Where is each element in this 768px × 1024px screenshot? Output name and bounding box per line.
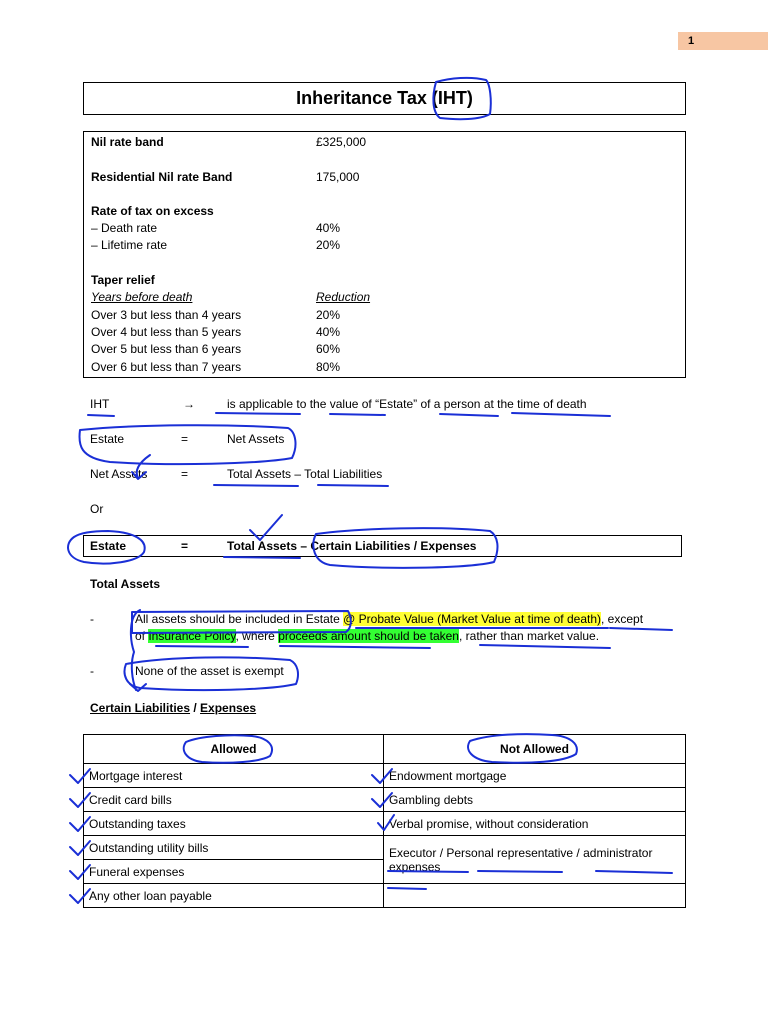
iht-definition: is applicable to the value of “Estate” of a person at the time of death: [227, 397, 587, 411]
liabilities-heading-sep: /: [190, 701, 201, 715]
estate-term-2: Estate: [90, 539, 127, 553]
allowed-header: Allowed: [84, 735, 384, 764]
taper-row: [91, 341, 678, 358]
liabilities-heading: [90, 700, 256, 717]
rates-table: [83, 131, 686, 378]
equals-sign: =: [181, 467, 189, 481]
liabilities-heading-a: Certain Liabilities: [90, 701, 191, 715]
excess-heading-text: Rate of tax on excess: [91, 204, 214, 218]
taper-heading: [91, 272, 678, 289]
taper-years: Over 6 but less than 7 years: [91, 360, 242, 374]
excess-heading: [91, 203, 678, 220]
liabilities-table: [83, 734, 686, 908]
net-assets-term: Net Assets: [90, 467, 148, 481]
taper-row: [91, 324, 678, 341]
total-assets-bullet-1-cont: [135, 628, 599, 645]
death-rate-row: [91, 220, 678, 237]
total-assets-part: Total Assets –: [227, 539, 311, 553]
page-number: 1: [678, 32, 768, 50]
allowed-item: Any other loan payable: [84, 884, 384, 908]
residential-row: [91, 169, 678, 186]
table-row: [84, 884, 686, 908]
residential-label: Residential Nil rate Band: [91, 170, 233, 184]
bullet-dash: -: [90, 612, 94, 626]
equals-sign: =: [181, 539, 189, 553]
bullet-dash: -: [90, 664, 94, 678]
page-title: Inheritance Tax (IHT): [83, 82, 686, 115]
taper-years: Over 4 but less than 5 years: [91, 325, 242, 339]
total-assets-bullet-2: None of the asset is exempt: [135, 664, 284, 678]
nil-rate-band-label: Nil rate band: [91, 135, 164, 149]
bullet-1-text-c: , except: [601, 612, 644, 626]
table-row: [84, 812, 686, 836]
table-header-row: [84, 735, 686, 764]
nil-rate-band-row: [91, 134, 678, 151]
bullet-1-text-f: , where: [235, 629, 279, 643]
estate-equation-rhs: [227, 538, 476, 555]
allowed-item: Mortgage interest: [84, 764, 384, 788]
definition-underlines-annotation: [216, 413, 610, 416]
probate-value-highlight: @ Probate Value (Market Value at time of death): [343, 612, 601, 626]
estate-equation-box: [83, 535, 682, 557]
estate-term: Estate: [90, 432, 125, 446]
estate-definition: Net Assets: [227, 432, 285, 446]
death-rate-value: 40%: [316, 221, 341, 235]
bullet-1-text-a: All assets should be included in Estate: [135, 612, 344, 626]
allowed-item: Outstanding taxes: [84, 812, 384, 836]
bullet-1-text-d: of: [135, 629, 149, 643]
taper-header-row: [91, 289, 678, 306]
table-row: [84, 764, 686, 788]
lifetime-rate-label: – Lifetime rate: [91, 238, 168, 252]
lifetime-rate-row: [91, 237, 678, 254]
insurance-policy-highlight: Insurance Policy: [148, 629, 236, 643]
total-assets-heading: Total Assets: [90, 577, 161, 591]
taper-reduction: 60%: [316, 342, 341, 356]
iht-term: IHT: [90, 397, 110, 411]
net-assets-definition: Total Assets – Total Liabilities: [227, 467, 383, 481]
table-row: [84, 836, 686, 860]
allowed-item: Credit card bills: [84, 788, 384, 812]
empty-cell: [384, 884, 686, 908]
net-assets-underline-annotation: [214, 485, 388, 486]
taper-years: Over 3 but less than 4 years: [91, 308, 242, 322]
not-allowed-item: Executor / Personal representative / administrator expenses: [384, 836, 686, 884]
proceeds-highlight: proceeds amount should be taken: [278, 629, 459, 643]
taper-reduction: 20%: [316, 308, 341, 322]
taper-row: [91, 307, 678, 324]
residential-value: 175,000: [316, 170, 360, 184]
iht-underline-annotation: [88, 415, 114, 416]
death-rate-label: – Death rate: [91, 221, 158, 235]
liabilities-heading-b: Expenses: [200, 701, 257, 715]
equals-sign: =: [181, 432, 189, 446]
table-row: [84, 788, 686, 812]
taper-years: Over 5 but less than 6 years: [91, 342, 242, 356]
taper-reduction: 80%: [316, 360, 341, 374]
nil-rate-band-value: £325,000: [316, 135, 367, 149]
not-allowed-item: Endowment mortgage: [384, 764, 686, 788]
lifetime-rate-value: 20%: [316, 238, 341, 252]
allowed-item: Funeral expenses: [84, 860, 384, 884]
arrow-glyph: →: [183, 397, 195, 411]
bullet-1-text-h: , rather than market value.: [458, 629, 600, 643]
not-allowed-item: Verbal promise, without consideration: [384, 812, 686, 836]
or-text: Or: [90, 502, 104, 516]
total-assets-bullet-1: [135, 611, 643, 628]
certain-liabilities-part: Certain Liabilities / Expenses: [310, 539, 477, 553]
taper-heading-text: Taper relief: [91, 273, 155, 287]
years-header: Years before death: [91, 290, 193, 304]
taper-reduction: 40%: [316, 325, 341, 339]
total-assets-underline-annotation: [224, 557, 300, 558]
not-allowed-item: Gambling debts: [384, 788, 686, 812]
allowed-item: Outstanding utility bills: [84, 836, 384, 860]
taper-row: [91, 359, 678, 376]
reduction-header: Reduction: [316, 290, 371, 304]
not-allowed-header: Not Allowed: [384, 735, 686, 764]
